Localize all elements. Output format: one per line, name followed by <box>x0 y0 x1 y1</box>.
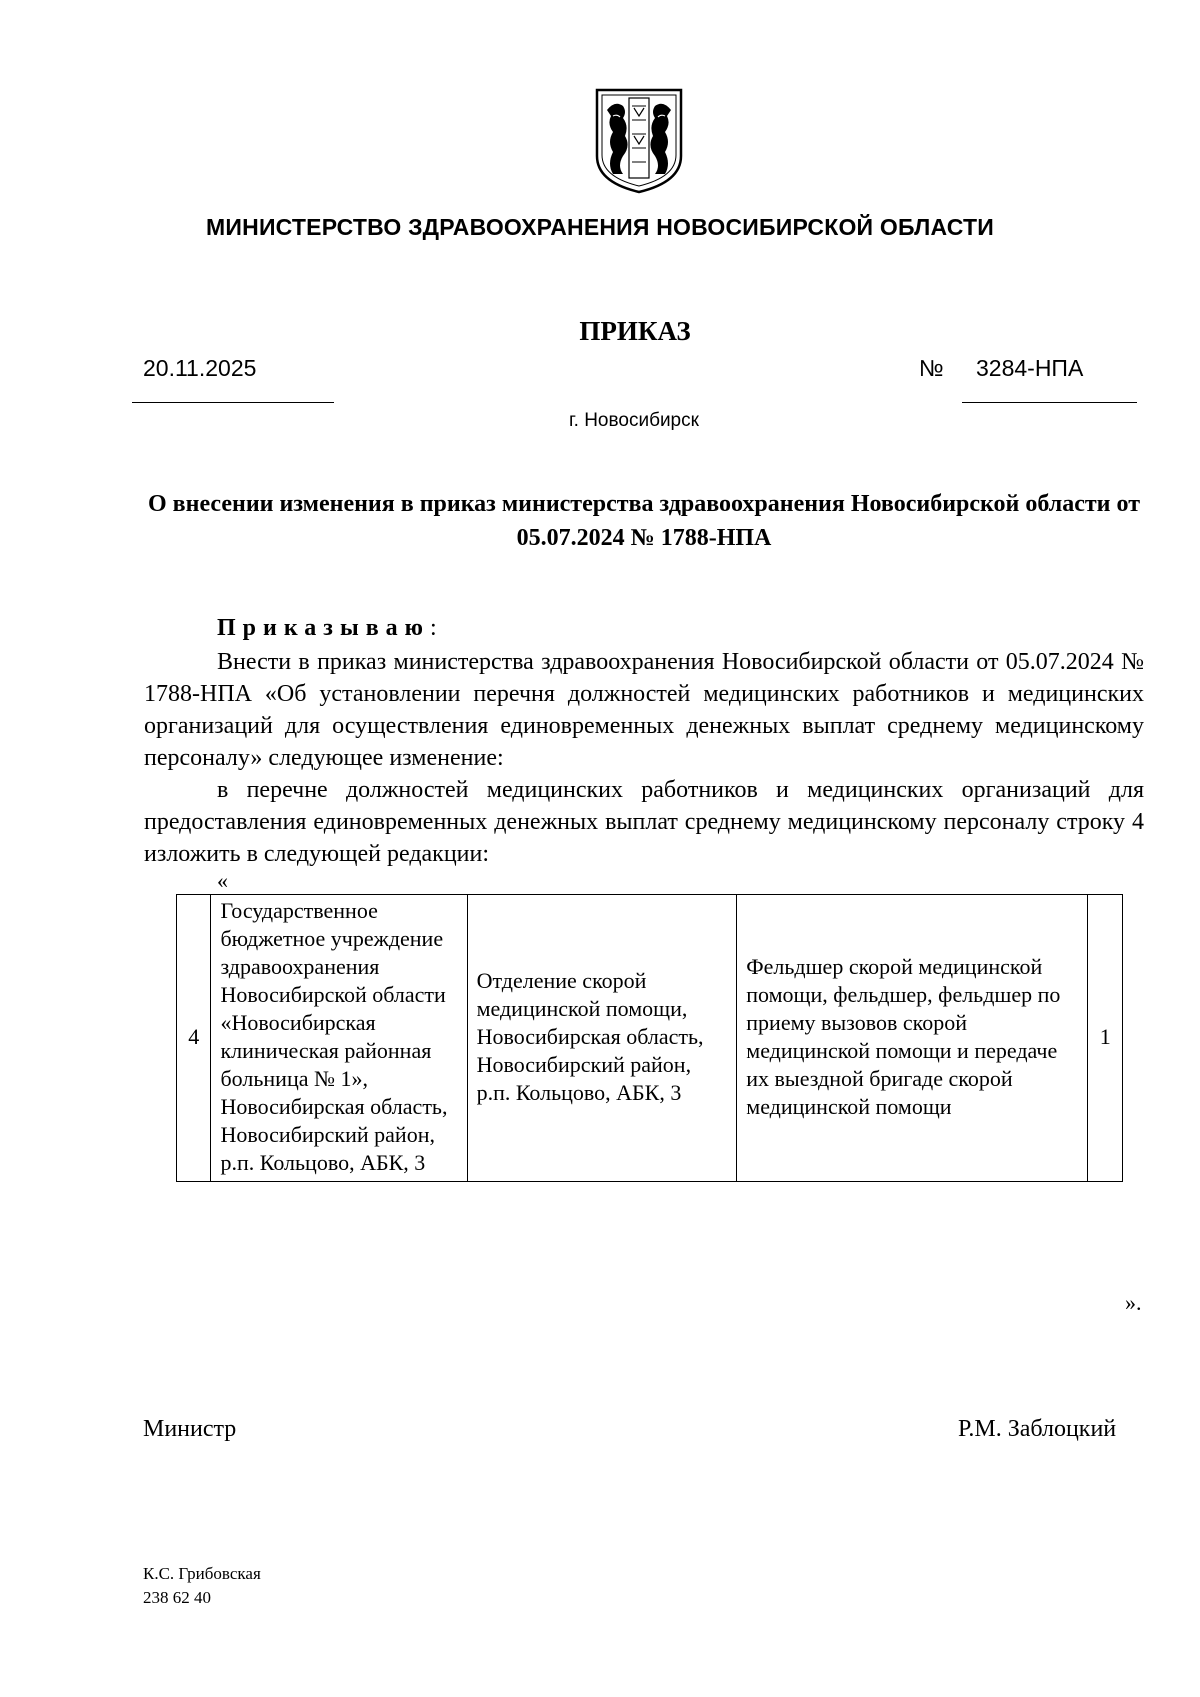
executor-phone: 238 62 40 <box>143 1588 211 1607</box>
paragraph-amendment: Внести в приказ министерства здравоохранения Новосибирской области от 05.07.2024 № 1788-НПА «Об установлении перечня должностей медицинских работников и медицинских организаций для осуществления единовременных денежных выплат среднему медицинскому персоналу» следующее изменение: <box>144 649 1144 771</box>
table-row <box>177 895 1123 1182</box>
executor-name: К.С. Грибовская <box>143 1564 261 1583</box>
order-number-sign: № <box>919 355 944 381</box>
signer-title: Министр <box>143 1416 237 1442</box>
order-directive <box>217 615 437 642</box>
positions-table <box>176 894 1123 1182</box>
city: г. Новосибирск <box>569 410 699 431</box>
date-underline <box>132 402 334 403</box>
number-underline <box>962 402 1137 403</box>
ministry-title: МИНИСТЕРСТВО ЗДРАВООХРАНЕНИЯ НОВОСИБИРСКОЙ ОБЛАСТИ <box>206 214 994 240</box>
signer-name: Р.М. Заблоцкий <box>958 1416 1117 1442</box>
order-subject: О внесении изменения в приказ министерства здравоохранения Новосибирской области от 05.07.2024 № 1788-НПА <box>148 491 1140 551</box>
order-directive-colon: : <box>430 615 437 641</box>
count-cell: 1 <box>1088 895 1123 1182</box>
order-number: 3284-НПА <box>976 355 1084 381</box>
department-cell: Отделение скорой медицинской помощи, Новосибирская область, Новосибирский район, р.п. Кольцово, АБК, 3 <box>467 895 737 1182</box>
organization-cell: Государственное бюджетное учреждение здравоохранения Новосибирской области «Новосибирская клиническая районная больница № 1», Новосибирская область, Новосибирский район, р.п. Кольцово, АБК, 3 <box>211 895 467 1182</box>
row-number-cell: 4 <box>177 895 211 1182</box>
coat-of-arms-icon <box>593 86 685 196</box>
order-directive-word: Приказываю <box>217 615 430 641</box>
opening-quote: « <box>217 868 228 893</box>
document-type-title: ПРИКАЗ <box>579 316 691 346</box>
closing-quote: ». <box>1125 1290 1142 1315</box>
paragraph-row-change: в перечне должностей медицинских работников и медицинских организаций для предоставления единовременных денежных выплат среднему медицинскому персоналу строку 4 изложить в следующей редакции: <box>144 777 1144 867</box>
order-date: 20.11.2025 <box>143 355 257 381</box>
positions-cell: Фельдшер скорой медицинской помощи, фельдшер, фельдшер по приему вызовов скорой медицинской помощи и передаче их выездной бригаде скорой медицинской помощи <box>737 895 1088 1182</box>
